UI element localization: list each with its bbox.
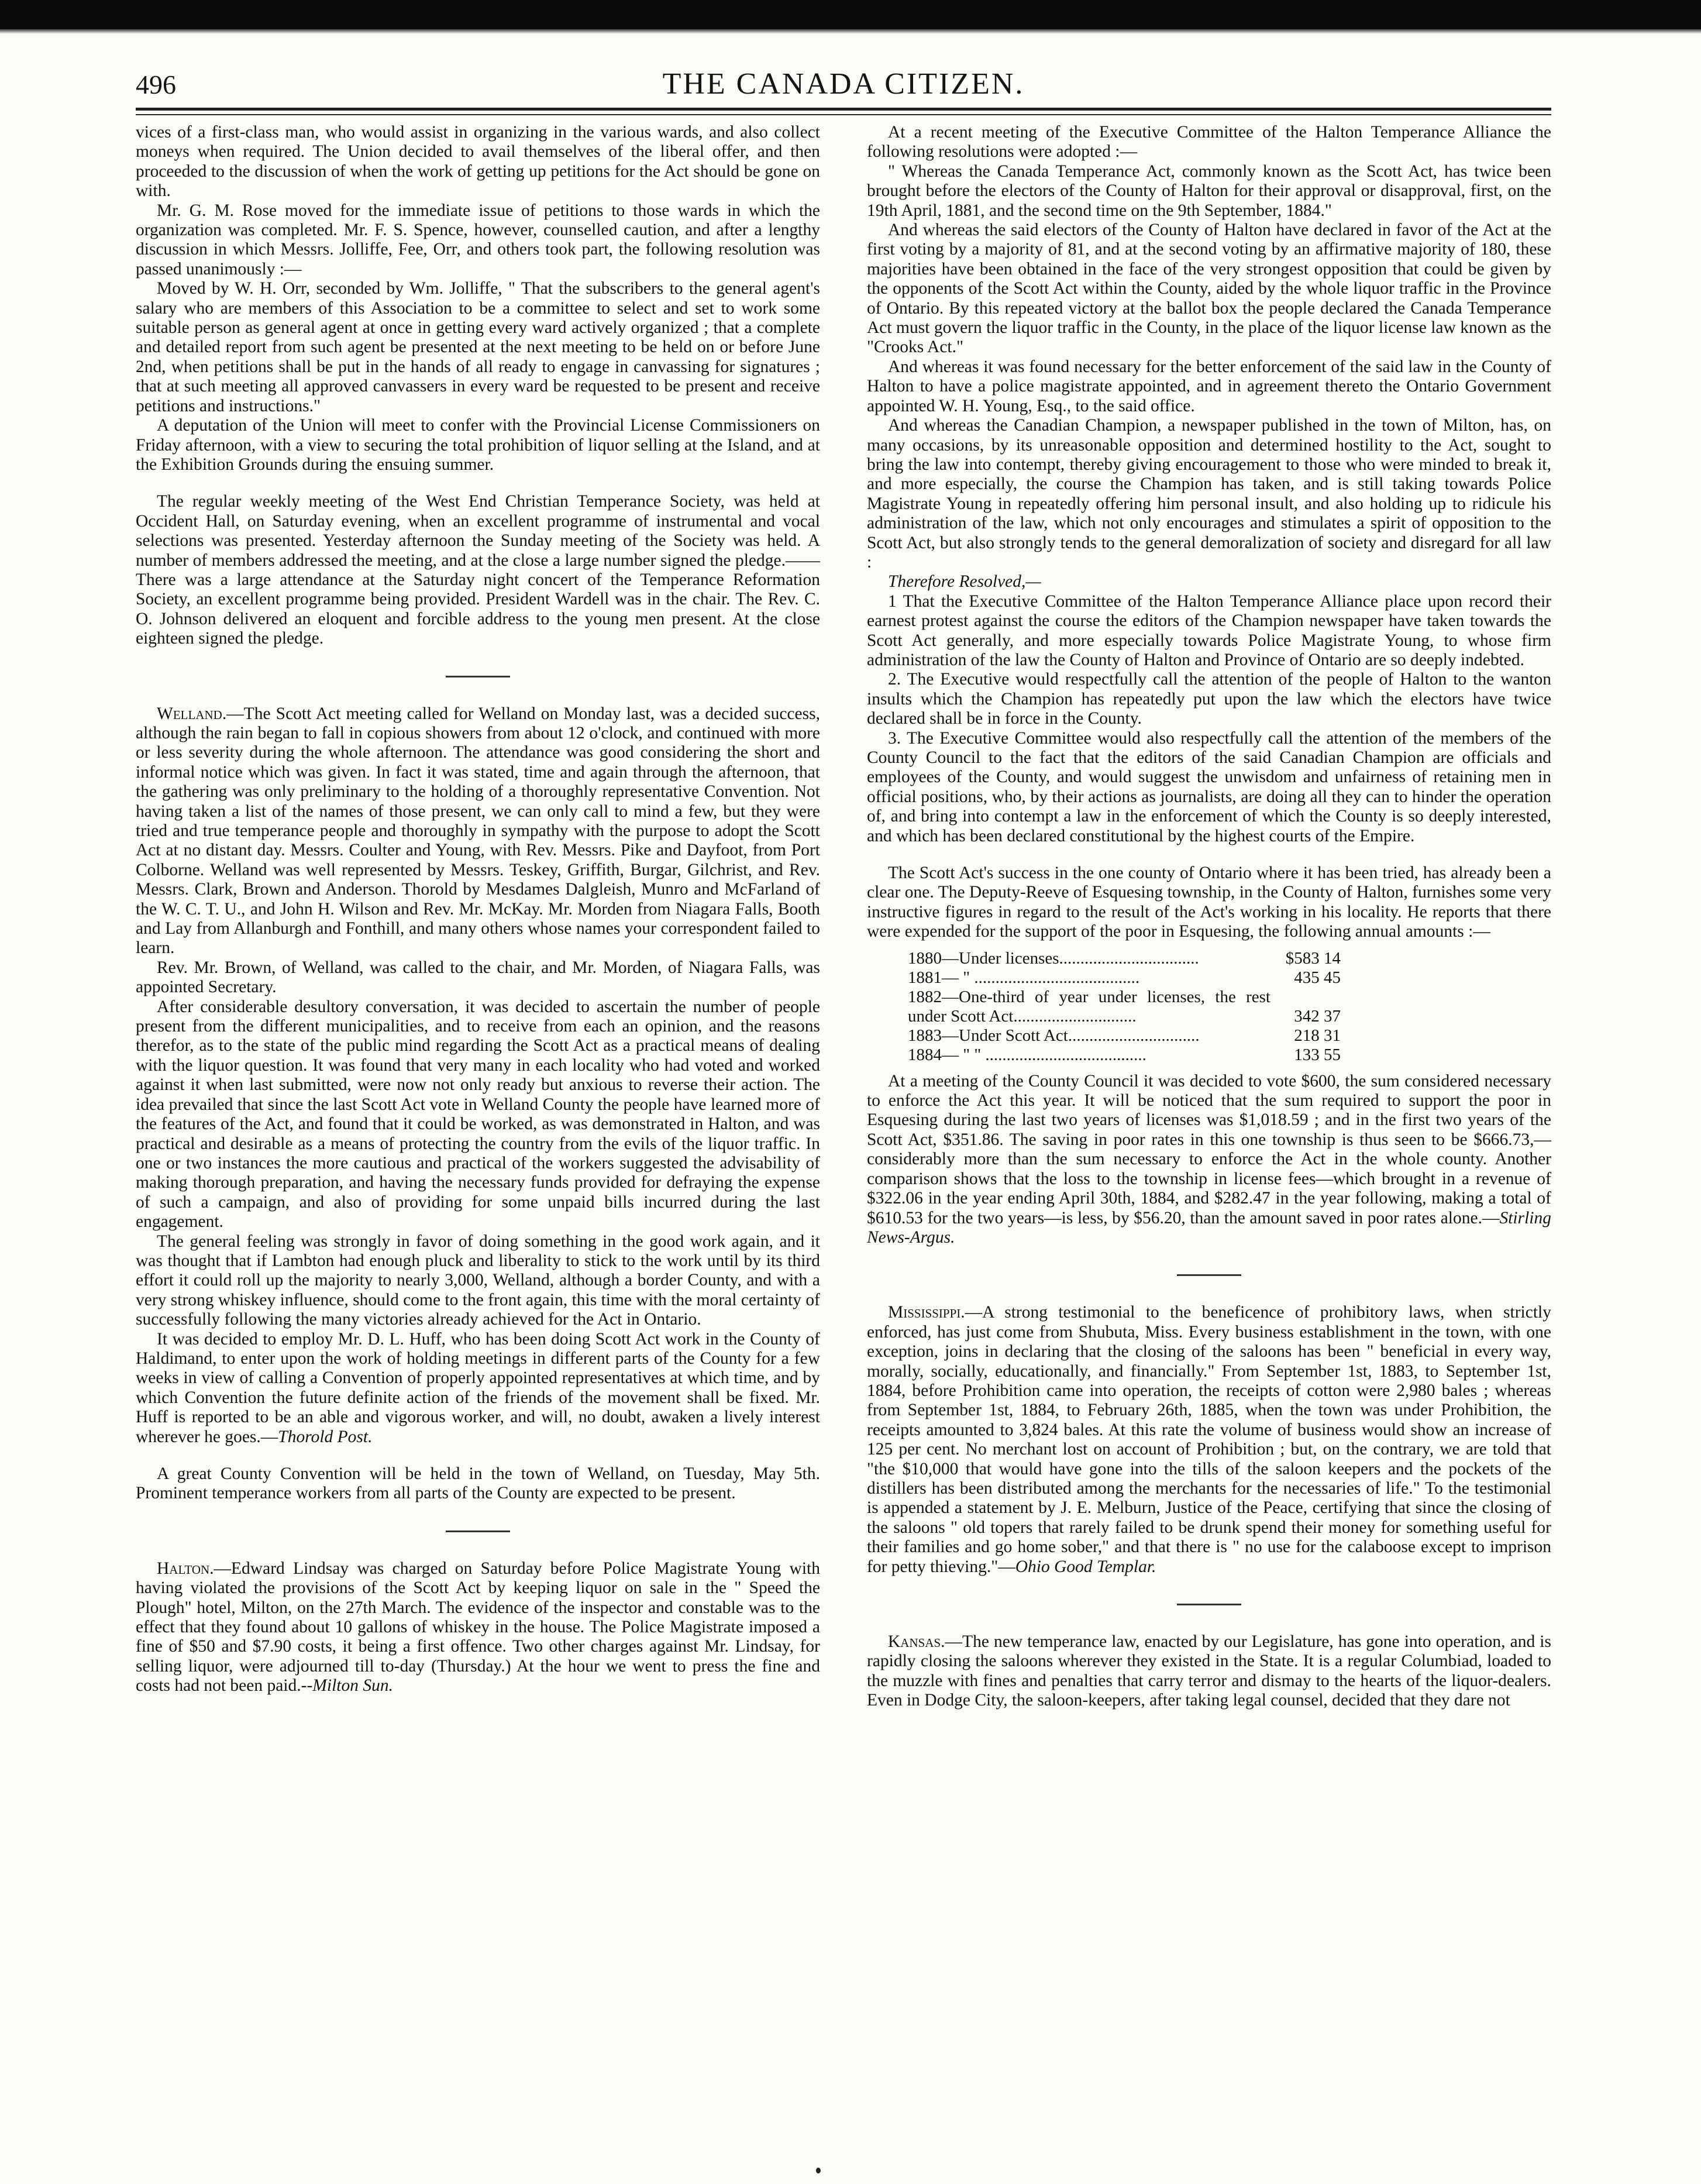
- paragraph: A great County Convention will be held in the town of Welland, on Tuesday, May 5th. Prominent temperance workers from all parts of the County are expected to be present.: [136, 1464, 820, 1503]
- paragraph: And whereas it was found necessary for the better enforcement of the said law in the County of Halton to have a police magistrate appointed, and in agreement thereto the Ontario Government appointed W. H. Young, Esq., to the said office.: [867, 357, 1551, 415]
- paragraph: At a recent meeting of the Executive Committee of the Halton Temperance Alliance the following resolutions were adopted :—: [867, 123, 1551, 161]
- section-heading: Kansas.: [888, 1632, 945, 1651]
- source-credit: Stirling News-Argus.: [867, 1208, 1551, 1247]
- section-heading: Mississippi.: [888, 1303, 965, 1322]
- paragraph: A deputation of the Union will meet to confer with the Provincial License Commissioners on Friday afternoon, with a view to securing the total prohibition of liquor selling at the Island, and at the Exhibition Grounds during the ensuing summer.: [136, 416, 820, 474]
- paragraph: The regular weekly meeting of the West End Christian Temperance Society, was held at Occident Hall, on Saturday evening, when an excellent programme of instrumental and vocal selections was presented. Yesterday afternoon the Sunday meeting of the Society was held. A number of members addressed the meeting, and at the close a large number signed the pledge.—— There was a large attendance at the Saturday night concert of the Temperance Reformation Society, an excellent programme being provided. President Wardell was in the chair. The Rev. C. O. Johnson delivered an eloquent and forcible address to the young men present. At the close eighteen signed the pledge.: [136, 492, 820, 648]
- paragraph: It was decided to employ Mr. D. L. Huff, who has been doing Scott Act work in the County of Haldimand, to enter upon the work of holding meetings in different parts of the County for a few weeks in view of calling a Convention of properly appointed representatives at which time, and by which Convention the future definite action of the friends of the movement shall be fixed. Mr. Huff is reported to be an able and vigorous worker, and will, no doubt, awaken a lively interest wherever he goes.—Thorold Post.: [136, 1329, 820, 1446]
- header-rule-thin: [136, 114, 1551, 115]
- scan-speck: [816, 2168, 821, 2173]
- section-separator: [446, 676, 510, 677]
- expense-table: [867, 949, 1551, 1065]
- table-row: 1882—One-third of year under licenses, the rest under Scott Act............................. 342 37: [908, 987, 1341, 1026]
- kansas-article: Kansas.—The new temperance law, enacted by our Legislature, has gone into operation, and is rapidly closing the saloons wherever they existed in the State. It is a regular Columbiad, loaded to the muzzle with fines and penalties that carry terror and dismay to the hearts of the liquor-dealers. Even in Dodge City, the saloon-keepers, after taking legal counsel, decided that they dare not: [867, 1632, 1551, 1710]
- paragraph: " Whereas the Canada Temperance Act, commonly known as the Scott Act, has twice been brought before the electors of the County of Halton for their approval or disapproval, first, on the 19th April, 1881, and the second time on the 9th September, 1884.": [867, 161, 1551, 220]
- paragraph: And whereas the said electors of the County of Halton have declared in favor of the Act at the first voting by a majority of 81, and at the second voting by an affirmative majority of 180, these majorities have been obtained in the face of the very strongest opposition that could be given by the opponents of the Scott Act within the County, aided by the whole liquor traffic in the Province of Ontario. By this repeated victory at the ballot box the people declared the Canada Temperance Act must govern the liquor traffic in the County, in the place of the liquor license law known as the "Crooks Act.": [867, 221, 1551, 357]
- table-row: 1880—Under licenses................................. $583 14: [908, 948, 1341, 968]
- paragraph: 1 That the Executive Committee of the Halton Temperance Alliance place upon record their earnest protest against the course the editors of the Champion newspaper have taken towards the Scott Act generally, and more especially towards Police Magistrate Young, to whose firm administration of the law the County of Halton and Province of Ontario are so deeply indebted.: [867, 591, 1551, 669]
- section-separator: [1177, 1274, 1241, 1276]
- section-heading: Halton.: [157, 1559, 214, 1578]
- paragraph: Moved by W. H. Orr, seconded by Wm. Jolliffe, " That the subscribers to the general agent's salary who are members of this Association to be a committee to select and set to work some suitable person as general agent at once in getting every ward actively organized ; that a complete and detailed report from such agent be presented at the next meeting to be held on or before June 2nd, when petitions shall be put in the hands of all ready to engage in canvassing for signatures ; that at such meeting all approved canvassers in every ward be requested to be present and receive petitions and instructions.": [136, 279, 820, 415]
- source-credit: Milton Sun.: [312, 1676, 393, 1695]
- source-credit: Ohio Good Templar.: [1015, 1557, 1156, 1576]
- paragraph: And whereas the Canadian Champion, a newspaper published in the town of Milton, has, on many occasions, by its unreasonable opposition and determined hostility to the Act, sought to bring the law into contempt, thereby giving encouragement to those who were minded to break it, and more especially, the course the Champion has taken, and is still taking towards Police Magistrate Young in repeatedly offering him personal insult, and also holding up to ridicule his administration of the law, which not only encourages and stimulates a spirit of opposition to the Scott Act, but also strongly tends to the general demoralization of society and disregard for all law :: [867, 416, 1551, 572]
- right-column: [867, 123, 1551, 1711]
- paragraph: The Scott Act's success in the one county of Ontario where it has been tried, has already been a clear one. The Deputy-Reeve of Esquesing township, in the County of Halton, furnishes some very instructive figures in regard to the result of the Act's working in his locality. He reports that there were expended for the support of the poor in Esquesing, the following annual amounts :—: [867, 864, 1551, 941]
- mississippi-article: Mississippi.—A strong testimonial to the beneficence of prohibitory laws, when strictly enforced, has just come from Shubuta, Miss. Every business establishment in the town, with one exception, joins in declaring that the closing of the saloons has been " beneficial in every way, morally, socially, educationally, and financially." From September 1st, 1883, to September 1st, 1884, before Prohibition came into operation, the receipts of cotton were 2,980 bales ; whereas from September 1st, 1884, to February 26th, 1885, when the town was under Prohibition, the receipts amounted to 3,824 bales. At this rate the volume of business would show an increase of 125 per cent. No merchant lost on account of Prohibition ; but, on the contrary, we are told that "the $10,000 that would have gone into the tills of the saloon keepers and the pockets of the distillers has been distributed among the merchants for the necessaries of life." To the testimonial is appended a statement by J. E. Melburn, Justice of the Peace, certifying that since the closing of the saloons " old topers that rarely failed to be drunk spend their money for something useful for their families and go home sober," and that there is " no use for the calaboose except to imprison for petty thieving."—Ohio Good Templar.: [867, 1303, 1551, 1576]
- section-separator: [446, 1530, 510, 1532]
- table-row: 1884— " " ...................................... 133 55: [908, 1045, 1341, 1064]
- table-row: 1883—Under Scott Act............................... 218 31: [908, 1026, 1341, 1045]
- header-rule-thick: [136, 108, 1551, 111]
- page-number: 496: [136, 70, 176, 99]
- table-row: 1881— " ....................................... 435 45: [908, 968, 1341, 987]
- paragraph: Mr. G. M. Rose moved for the immediate issue of petitions to those wards in which the organization was completed. Mr. F. S. Spence, however, counselled caution, and after a lengthy discussion in which Messrs. Jolliffe, Fee, Orr, and others took part, the following resolution was passed unanimously :—: [136, 201, 820, 278]
- paragraph: Therefore Resolved,—: [888, 572, 1041, 591]
- paragraph: 2. The Executive would respectfully call the attention of the people of Halton to the wanton insults which the Champion has repeatedly put upon the law which the electors have twice declared shall be in force in the County.: [867, 670, 1551, 728]
- left-column: [136, 123, 820, 1696]
- section-heading: Welland.: [157, 704, 227, 723]
- paragraph: The general feeling was strongly in favor of doing something in the good work again, and it was thought that if Lambton had enough pluck and liberality to stick to the work until by its third effort it could roll up the majority to nearly 3,000, Welland, although a border County, and with a very strong whiskey influence, should come to the front again, this time with the moral certainty of successfully following the many victories already achieved for the Act in Ontario.: [136, 1232, 820, 1329]
- welland-article: Welland.—The Scott Act meeting called for Welland on Monday last, was a decided success, although the rain began to fall in copious showers from about 12 o'clock, and continued with more or less severity during the whole afternoon. The attendance was good considering the short and informal notice which was given. In fact it was stated, time and again through the afternoon, that the gathering was only preliminary to the holding of a thoroughly representative Convention. Not having taken a list of the names of those present, we can only call to mind a few, but they were tried and true temperance people and thoroughly in sympathy with the purpose to adopt the Scott Act at no distant day. Messrs. Coulter and Young, with Rev. Messrs. Pike and Dayfoot, from Port Colborne. Welland was well represented by Messrs. Teskey, Griffith, Burgar, Gilchrist, and Rev. Messrs. Clark, Brown and Anderson. Thorold by Mesdames Dalgleish, Munro and McFarland of the W. C. T. U., and John H. Wilson and Rev. Mr. McKay. Mr. Morden from Niagara Falls, Booth and Lay from Allanburgh and Fonthill, and many others whose names your correspondent failed to learn.: [136, 704, 820, 958]
- paragraph: At a meeting of the County Council it was decided to vote $600, the sum considered necessary to enforce the Act this year. It will be noticed that the sum required to support the poor in Esquesing during the last two years of licenses was $1,018.59 ; and in the first two years of the Scott Act, $351.86. The saving in poor rates in this one township is thus seen to be $666.73,—considerably more than the sum necessary to enforce the Act in the whole county. Another comparison shows that the loss to the township in license fees—which brought in a revenue of $322.06 in the year ending April 30th, 1884, and $282.47 in the year following, making a total of $610.53 for the two years—is less, by $56.20, than the amount saved in poor rates alone.—Stirling News-Argus.: [867, 1071, 1551, 1247]
- scan-top-border: [0, 0, 1701, 29]
- paragraph: After considerable desultory conversation, it was decided to ascertain the number of people present from the different municipalities, and to receive from each an opinion, and the reasons therefor, as to the state of the public mind regarding the Scott Act as a practical means of dealing with the liquor question. It was found that very many in each locality who had voted and worked against it when last submitted, were now not only ready but anxious to reverse their action. The idea prevailed that since the last Scott Act vote in Welland County the people have learned more of the features of the Act, and found that it could be worked, as was demonstrated in Halton, and was practical and desirable as a means of protecting the country from the evils of the liquor traffic. In one or two instances the more cautious and practical of the workers suggested the advisability of making thorough preparation, and having the necessary funds provided for defraying the expense of such a campaign, and also of providing for some unpaid bills incurred during the last engagement.: [136, 997, 820, 1232]
- newspaper-title: THE CANADA CITIZEN.: [662, 67, 1025, 101]
- paragraph: 3. The Executive Committee would also respectfully call the attention of the members of the County Council to the fact that the editors of the said Canadian Champion are officials and employees of the County, and would suggest the unwisdom and unfairness of retaining men in official positions, who, by their actions as journalists, are doing all they can to hinder the operation of, and bring into contempt a law in the enforcement of which the County is so deeply interested, and which has been declared constitutional by the highest courts of the Empire.: [867, 728, 1551, 845]
- section-separator: [1177, 1604, 1241, 1605]
- halton-article: Halton.—Edward Lindsay was charged on Saturday before Police Magistrate Young with having violated the provisions of the Scott Act by keeping liquor on sale in the " Speed the Plough" hotel, Milton, on the 27th March. The evidence of the inspector and constable was to the effect that they found about 10 gallons of whiskey in the house. The Police Magistrate imposed a fine of $50 and $7.90 costs, it being a first offence. Two other charges against Mr. Lindsay, for selling liquor, were adjourned till to-day (Thursday.) At the hour we went to press the fine and costs had not been paid.--Milton Sun.: [136, 1559, 820, 1695]
- page-header: [136, 64, 1551, 108]
- paragraph: vices of a first-class man, who would assist in organizing in the various wards, and also collect moneys when required. The Union decided to avail themselves of the liberal offer, and then proceeded to the discussion of when the work of getting up petitions for the Act should be gone on with.: [136, 123, 820, 201]
- source-credit: Thorold Post.: [278, 1427, 373, 1446]
- paragraph: Rev. Mr. Brown, of Welland, was called to the chair, and Mr. Morden, of Niagara Falls, was appointed Secretary.: [136, 958, 820, 997]
